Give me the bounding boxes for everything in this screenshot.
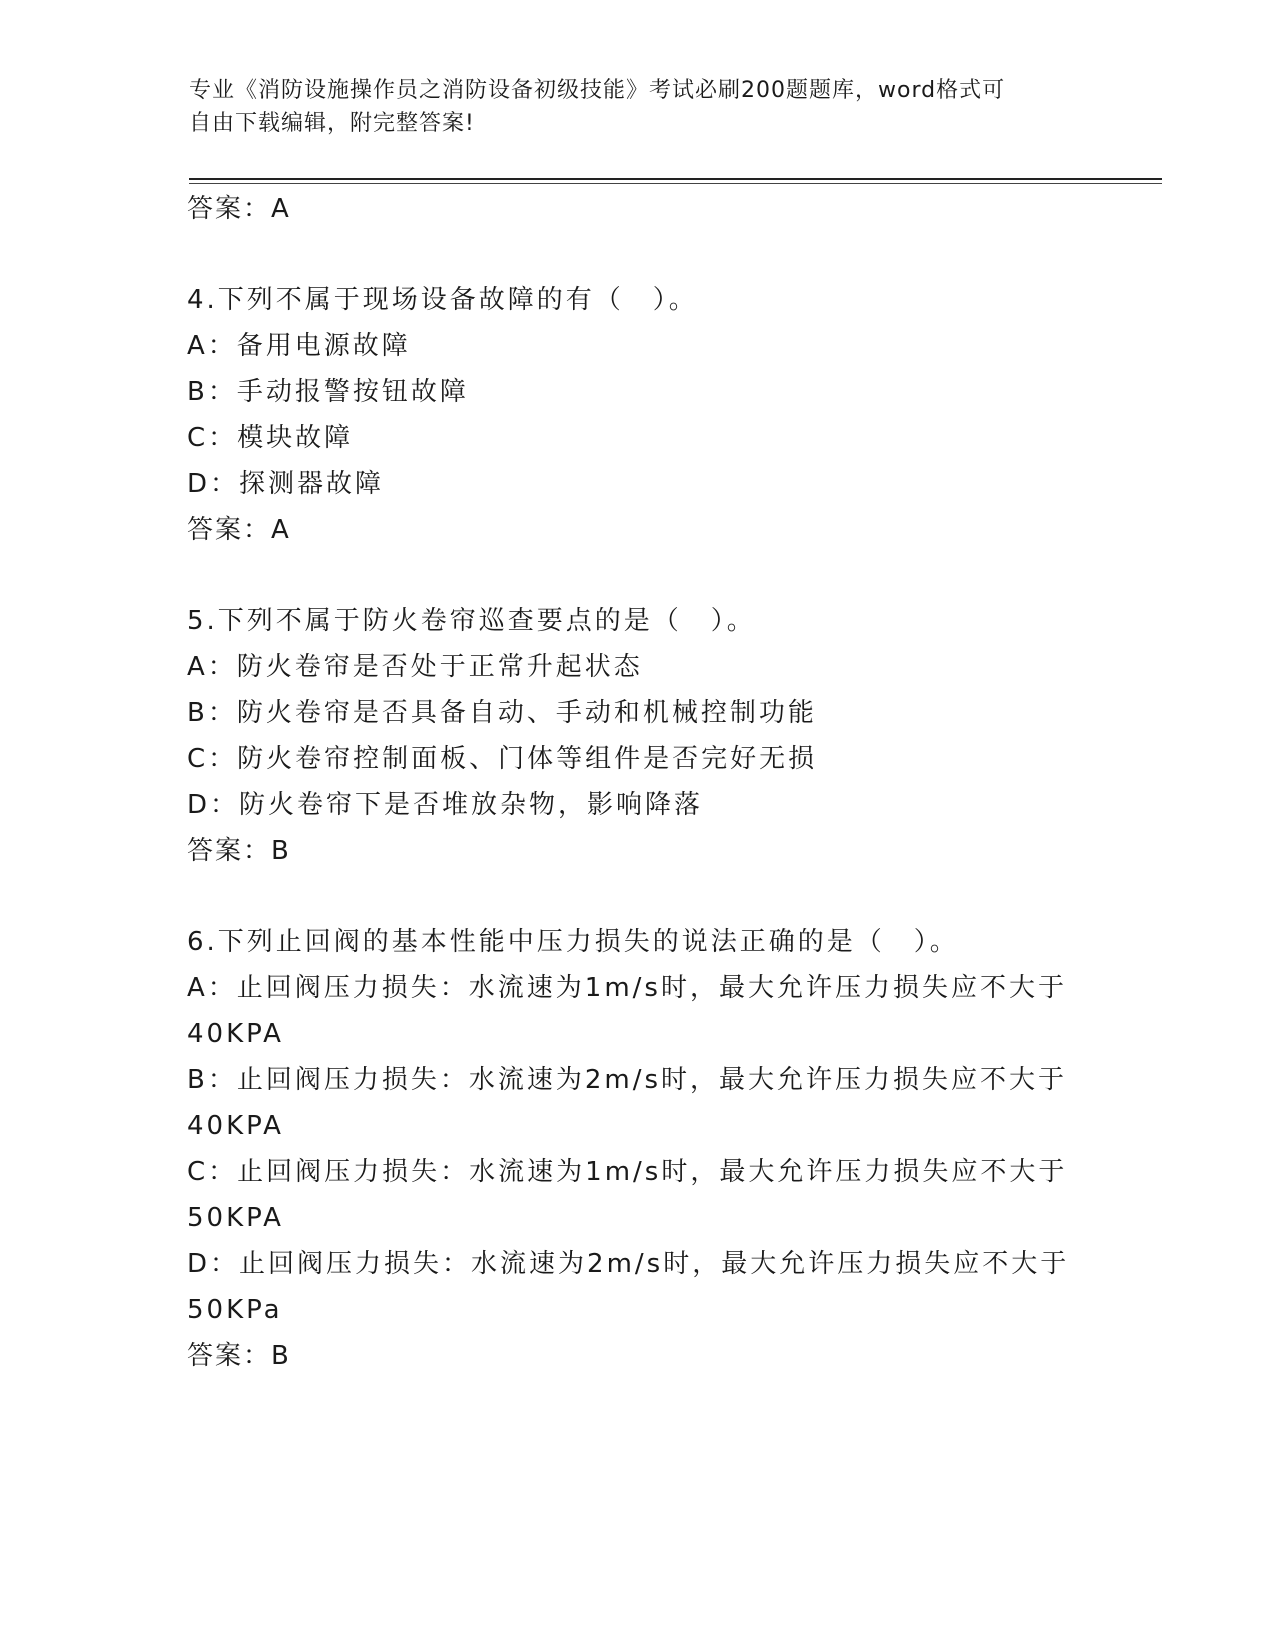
option-b: B：手动报警按钮故障 bbox=[187, 377, 469, 407]
option-a: A：备用电源故障 bbox=[187, 331, 411, 361]
question-stem: 5.下列不属于防火卷帘巡查要点的是（ ）。 bbox=[187, 606, 756, 636]
option-a: A：防火卷帘是否处于正常升起状态 bbox=[187, 652, 643, 682]
option-b: B：止回阀压力损失：水流速为2m/s时，最大允许压力损失应不大于 bbox=[187, 1065, 1068, 1095]
question-stem: 4.下列不属于现场设备故障的有（ ）。 bbox=[187, 285, 698, 315]
option-d: D：防火卷帘下是否堆放杂物，影响降落 bbox=[187, 790, 704, 820]
option-a: A：止回阀压力损失：水流速为1m/s时，最大允许压力损失应不大于 bbox=[187, 973, 1067, 1003]
document-header bbox=[189, 74, 1069, 140]
question-4 bbox=[187, 277, 1087, 553]
header-line-1: 专业《消防设施操作员之消防设备初级技能》考试必刷200题题库，word格式可 bbox=[189, 78, 1006, 103]
answer-line: 答案：A bbox=[187, 194, 291, 224]
option-c: C：止回阀压力损失：水流速为1m/s时，最大允许压力损失应不大于 bbox=[187, 1157, 1068, 1187]
answer-line: 答案：B bbox=[187, 836, 291, 866]
option-d-continued: 50KPa bbox=[187, 1295, 283, 1325]
document-body bbox=[187, 186, 1087, 1379]
option-b-continued: 40KPA bbox=[187, 1111, 284, 1141]
answer-line: 答案：B bbox=[187, 1341, 291, 1371]
option-c-continued: 50KPA bbox=[187, 1203, 284, 1233]
option-c: C：防火卷帘控制面板、门体等组件是否完好无损 bbox=[187, 744, 818, 774]
option-c: C：模块故障 bbox=[187, 423, 354, 453]
header-line-2: 自由下载编辑，附完整答案! bbox=[189, 111, 475, 136]
question-6 bbox=[187, 919, 1087, 1379]
answer-line: 答案：A bbox=[187, 515, 291, 545]
header-divider-thin bbox=[189, 183, 1162, 184]
header-divider-thick bbox=[189, 178, 1162, 180]
option-d: D：探测器故障 bbox=[187, 469, 385, 499]
question-stem: 6.下列止回阀的基本性能中压力损失的说法正确的是（ ）。 bbox=[187, 927, 959, 957]
option-a-continued: 40KPA bbox=[187, 1019, 284, 1049]
question-5 bbox=[187, 598, 1087, 874]
option-b: B：防火卷帘是否具备自动、手动和机械控制功能 bbox=[187, 698, 817, 728]
option-d: D：止回阀压力损失：水流速为2m/s时，最大允许压力损失应不大于 bbox=[187, 1249, 1070, 1279]
